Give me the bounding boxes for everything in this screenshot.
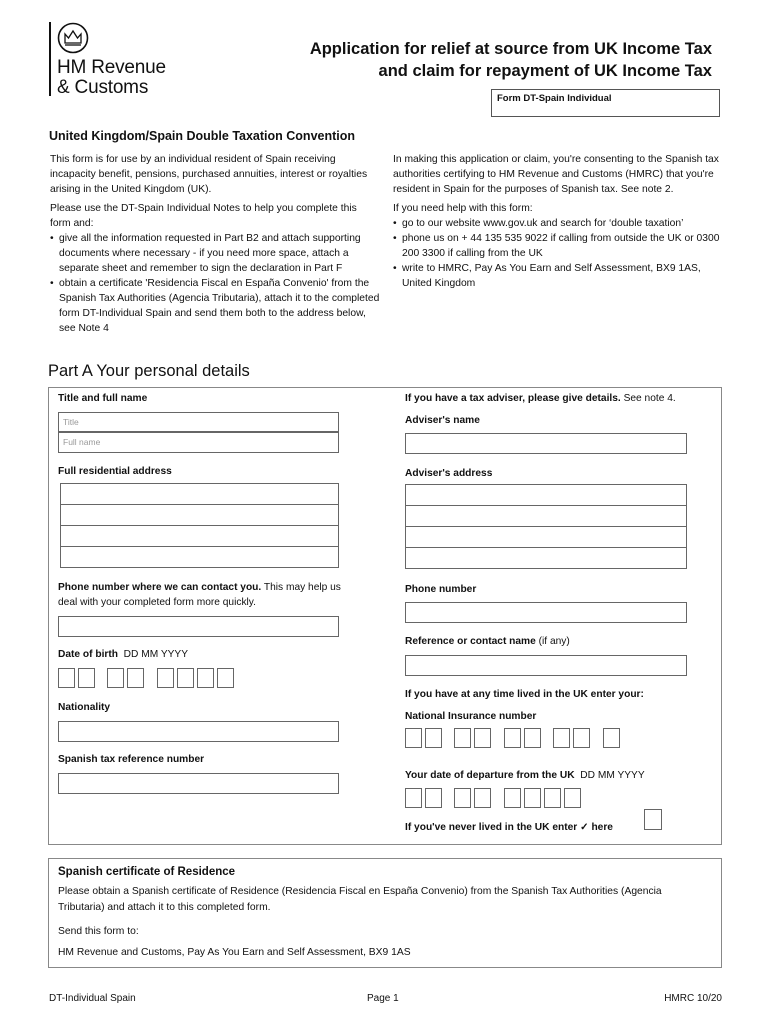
- intro-left: [50, 152, 380, 336]
- address-line-2[interactable]: [60, 504, 339, 526]
- list-item: • go to our website www.gov.uk and search for ‘double taxation’: [393, 216, 723, 231]
- part-a-panel: [48, 387, 722, 845]
- dob-digit[interactable]: [78, 668, 95, 688]
- departure-digit[interactable]: [454, 788, 471, 808]
- never-lived-checkbox[interactable]: [644, 809, 662, 830]
- nino-digit[interactable]: [454, 728, 471, 748]
- departure-digit[interactable]: [524, 788, 541, 808]
- list-item: • obtain a certificate 'Residencia Fiscal en España Convenio' from the Spanish Tax Authorities (Agencia Tributaria), attach it to the completed form DT-Individual Spain and send them both to the address below, see Note 4: [50, 276, 380, 336]
- footer-form-name: DT-Individual Spain: [49, 993, 136, 1004]
- list-item: • write to HMRC, Pay As You Earn and Self Assessment, BX9 1AS, United Kingdom: [393, 261, 723, 291]
- adviser-address-label: Adviser's address: [405, 468, 493, 479]
- brand-line-2: & Customs: [57, 77, 149, 98]
- brand-name: [57, 58, 166, 98]
- title-full-name-label: Title and full name: [58, 393, 148, 404]
- list-item: • give all the information requested in Part B2 and attach supporting documents where necessary - if you need more space, attach a separate sheet and remember to sign the declaration in Part F: [50, 231, 380, 276]
- nino-digit[interactable]: [553, 728, 570, 748]
- departure-digit[interactable]: [425, 788, 442, 808]
- address-label: Full residential address: [58, 466, 172, 477]
- address-line-3[interactable]: [60, 525, 339, 547]
- adviser-phone-label: Phone number: [405, 584, 477, 595]
- convention-heading: United Kingdom/Spain Double Taxation Convention: [49, 129, 356, 143]
- dob-digit[interactable]: [127, 668, 144, 688]
- adviser-name-field[interactable]: [405, 433, 687, 454]
- intro-right-bullets: [393, 216, 723, 291]
- form-reference-box: [491, 89, 720, 117]
- nationality-label: Nationality: [58, 702, 111, 713]
- dob-digit[interactable]: [197, 668, 214, 688]
- form-title-line-1: Application for relief at source from UK Income Tax: [309, 40, 712, 58]
- footer-version: HMRC 10/20: [664, 993, 722, 1004]
- form-title-line-2: and claim for repayment of UK Income Tax: [378, 62, 712, 80]
- part-a-heading: Part A Your personal details: [48, 362, 250, 380]
- adviser-phone-field[interactable]: [405, 602, 687, 623]
- phone-field[interactable]: [58, 616, 339, 637]
- reference-label: Reference or contact name (if any): [405, 636, 570, 647]
- never-lived-label: If you've never lived in the UK enter ✓ here: [405, 822, 613, 833]
- intro-left-para-1: This form is for use by an individual resident of Spain receiving incapacity benefit, pensions, purchased annuities, interest or royalties arising in the United Kingdom (UK).: [50, 154, 368, 195]
- logo-divider: [49, 22, 51, 96]
- dob-digit[interactable]: [107, 668, 124, 688]
- departure-digit[interactable]: [564, 788, 581, 808]
- dob-digit[interactable]: [157, 668, 174, 688]
- nino-digit[interactable]: [405, 728, 422, 748]
- intro-right-para-1: In making this application or claim, you're consenting to the Spanish tax authorities certifying to HM Revenue and Customs (HMRC) that you're resident in Spain for the purposes of Spanish tax. See note 2.: [393, 154, 719, 195]
- departure-digit[interactable]: [544, 788, 561, 808]
- dob-digit[interactable]: [217, 668, 234, 688]
- full-name-field[interactable]: [58, 432, 339, 453]
- dob-digit[interactable]: [177, 668, 194, 688]
- departure-label: Your date of departure from the UK DD MM YYYY: [405, 770, 645, 781]
- adviser-intro-label: If you have a tax adviser, please give details. See note 4.: [405, 393, 676, 404]
- departure-digit[interactable]: [504, 788, 521, 808]
- adviser-name-label: Adviser's name: [405, 415, 480, 426]
- form-reference: Form DT-Spain Individual: [497, 93, 612, 104]
- intro-left-bullets: [50, 231, 380, 336]
- departure-digit[interactable]: [474, 788, 491, 808]
- departure-digit[interactable]: [405, 788, 422, 808]
- intro-right: [393, 152, 723, 291]
- spanish-tax-field[interactable]: [58, 773, 339, 794]
- nino-digit[interactable]: [474, 728, 491, 748]
- nino-digit[interactable]: [573, 728, 590, 748]
- nino-digit[interactable]: [504, 728, 521, 748]
- dob-digit[interactable]: [58, 668, 75, 688]
- address-line-1[interactable]: [60, 483, 339, 505]
- royal-crest-icon: [57, 22, 89, 54]
- send-address: HM Revenue and Customs, Pay As You Earn and Self Assessment, BX9 1AS: [58, 947, 411, 958]
- lived-uk-label: If you have at any time lived in the UK enter your:: [405, 689, 644, 700]
- nino-digit[interactable]: [524, 728, 541, 748]
- nationality-field[interactable]: [58, 721, 339, 742]
- title-field[interactable]: [58, 412, 339, 432]
- nino-digit[interactable]: [425, 728, 442, 748]
- spanish-tax-label: Spanish tax reference number: [58, 754, 205, 765]
- brand-line-1: HM Revenue: [57, 57, 166, 78]
- send-label: Send this form to:: [58, 926, 139, 937]
- dob-label: Date of birth DD MM YYYY: [58, 649, 189, 660]
- intro-right-para-2: If you need help with this form:: [393, 203, 533, 214]
- certificate-text: Please obtain a Spanish certificate of Residence (Residencia Fiscal en España Convenio) from the Spanish Tax Authorities (Agencia Tributaria) and attach it to this completed form.: [58, 886, 662, 913]
- address-line-4[interactable]: [60, 546, 339, 568]
- nino-label: National Insurance number: [405, 711, 537, 722]
- footer-page-number: Page 1: [367, 993, 399, 1004]
- form-title: [310, 38, 712, 82]
- list-item: • phone us on + 44 135 535 9022 if calling from outside the UK or 0300 200 3300 if calling from the UK: [393, 231, 723, 261]
- certificate-section: [48, 858, 722, 968]
- adviser-address-line-3[interactable]: [405, 526, 687, 548]
- intro-left-para-2: Please use the DT-Spain Individual Notes to help you complete this form and:: [50, 203, 357, 229]
- certificate-title: Spanish certificate of Residence: [58, 866, 236, 878]
- title-placeholder: Title: [63, 417, 79, 427]
- adviser-address-line-1[interactable]: [405, 484, 687, 506]
- nino-digit[interactable]: [603, 728, 620, 748]
- reference-field[interactable]: [405, 655, 687, 676]
- adviser-address-line-2[interactable]: [405, 505, 687, 527]
- adviser-address-line-4[interactable]: [405, 547, 687, 569]
- full-name-placeholder: Full name: [63, 437, 101, 447]
- phone-label: Phone number where we can contact you. This may help us deal with your completed form more quickly.: [58, 582, 341, 608]
